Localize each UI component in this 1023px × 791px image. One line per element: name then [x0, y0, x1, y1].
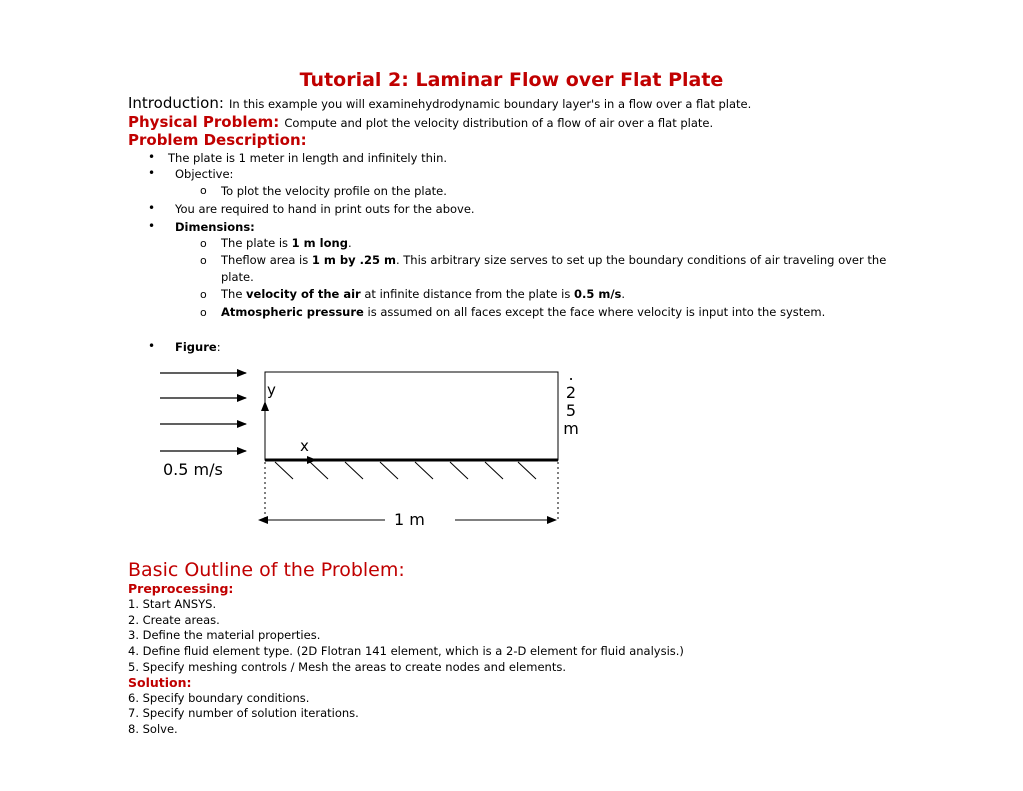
dim1-bold: 1 m long	[291, 236, 348, 250]
dim3-post: .	[621, 287, 626, 301]
problem-description-heading: Problem Description:	[128, 131, 307, 149]
physical-label: Physical Problem:	[128, 113, 280, 131]
dim-flow-area-cont: plate.	[221, 270, 254, 284]
dim4-post: is assumed on all faces except the face where velocity is input into the system.	[363, 305, 826, 319]
bullet-handin: You are required to hand in print outs for the above.	[175, 202, 475, 216]
step-item: 7. Specify number of solution iterations.	[128, 706, 359, 720]
velocity-arrows	[160, 373, 246, 451]
bullet-marker: •	[148, 166, 156, 180]
bullet-dimensions: Dimensions:	[175, 220, 255, 234]
sub-bullet-marker: o	[200, 288, 207, 301]
bullet-marker: •	[148, 339, 156, 353]
solution-heading: Solution:	[128, 675, 192, 690]
figure-bold: Figure	[175, 340, 217, 354]
step-item: 2. Create areas.	[128, 613, 220, 627]
dim3-bold: velocity of the air	[246, 287, 361, 301]
sub-bullet-objective: To plot the velocity profile on the plate.	[221, 184, 447, 198]
bullet-marker: •	[148, 201, 156, 215]
sub-bullet-marker: o	[200, 254, 207, 267]
sub-bullet-marker: o	[200, 306, 207, 319]
height-label-char: m	[563, 419, 579, 438]
dim2-pre: Theflow area is	[221, 253, 312, 267]
step-item: 5. Specify meshing controls / Mesh the areas to create nodes and elements.	[128, 660, 566, 674]
figure-post: :	[216, 340, 221, 354]
dim3-pre: The	[221, 287, 247, 301]
bullet-objective: Objective:	[175, 167, 234, 181]
step-item: 3. Define the material properties.	[128, 628, 321, 642]
bullet-plate: The plate is 1 meter in length and infinitely thin.	[168, 151, 448, 165]
step-item: 1. Start ANSYS.	[128, 597, 217, 611]
page-title: Tutorial 2: Laminar Flow over Flat Plate	[299, 69, 724, 91]
dim3-bold2: 0.5 m/s	[574, 287, 622, 301]
bullet-marker: •	[148, 219, 156, 233]
dim1-post: .	[347, 236, 352, 250]
height-label	[563, 365, 579, 438]
dim2-bold: 1 m by .25 m	[311, 253, 396, 267]
intro-label: Introduction:	[128, 94, 224, 112]
sub-bullet-marker: o	[200, 237, 207, 250]
sub-bullet-marker: o	[200, 184, 207, 197]
height-label-char: .	[568, 365, 574, 384]
length-label: 1 m	[394, 510, 425, 529]
velocity-label: 0.5 m/s	[163, 460, 223, 479]
flow-domain	[265, 372, 558, 460]
y-axis-label: y	[267, 381, 276, 399]
outline-title: Basic Outline of the Problem:	[128, 559, 405, 581]
step-item: 4. Define fluid element type. (2D Flotran 141 element, which is a 2-D element for fluid analysis.)	[128, 644, 684, 658]
dim1-pre: The plate is	[221, 236, 292, 250]
x-axis-label: x	[300, 437, 309, 455]
step-item: 8. Solve.	[128, 722, 178, 736]
bullet-marker: •	[148, 150, 156, 164]
dim3-mid: at infinite distance from the plate is	[360, 287, 574, 301]
height-label-char: 2	[565, 383, 577, 402]
height-label-char: 5	[565, 401, 577, 420]
dim2-post: . This arbitrary size serves to set up the boundary conditions of air traveling over the	[395, 253, 887, 267]
plate-hatching	[275, 462, 536, 479]
preprocessing-heading: Preprocessing:	[128, 581, 234, 596]
intro-text: In this example you will examinehydrodynamic boundary layer's in a flow over a flat plate.	[228, 97, 752, 111]
physical-text: Compute and plot the velocity distribution of a flow of air over a flat plate.	[284, 116, 714, 130]
step-item: 6. Specify boundary conditions.	[128, 691, 310, 705]
dim4-bold: Atmospheric pressure	[221, 305, 364, 319]
